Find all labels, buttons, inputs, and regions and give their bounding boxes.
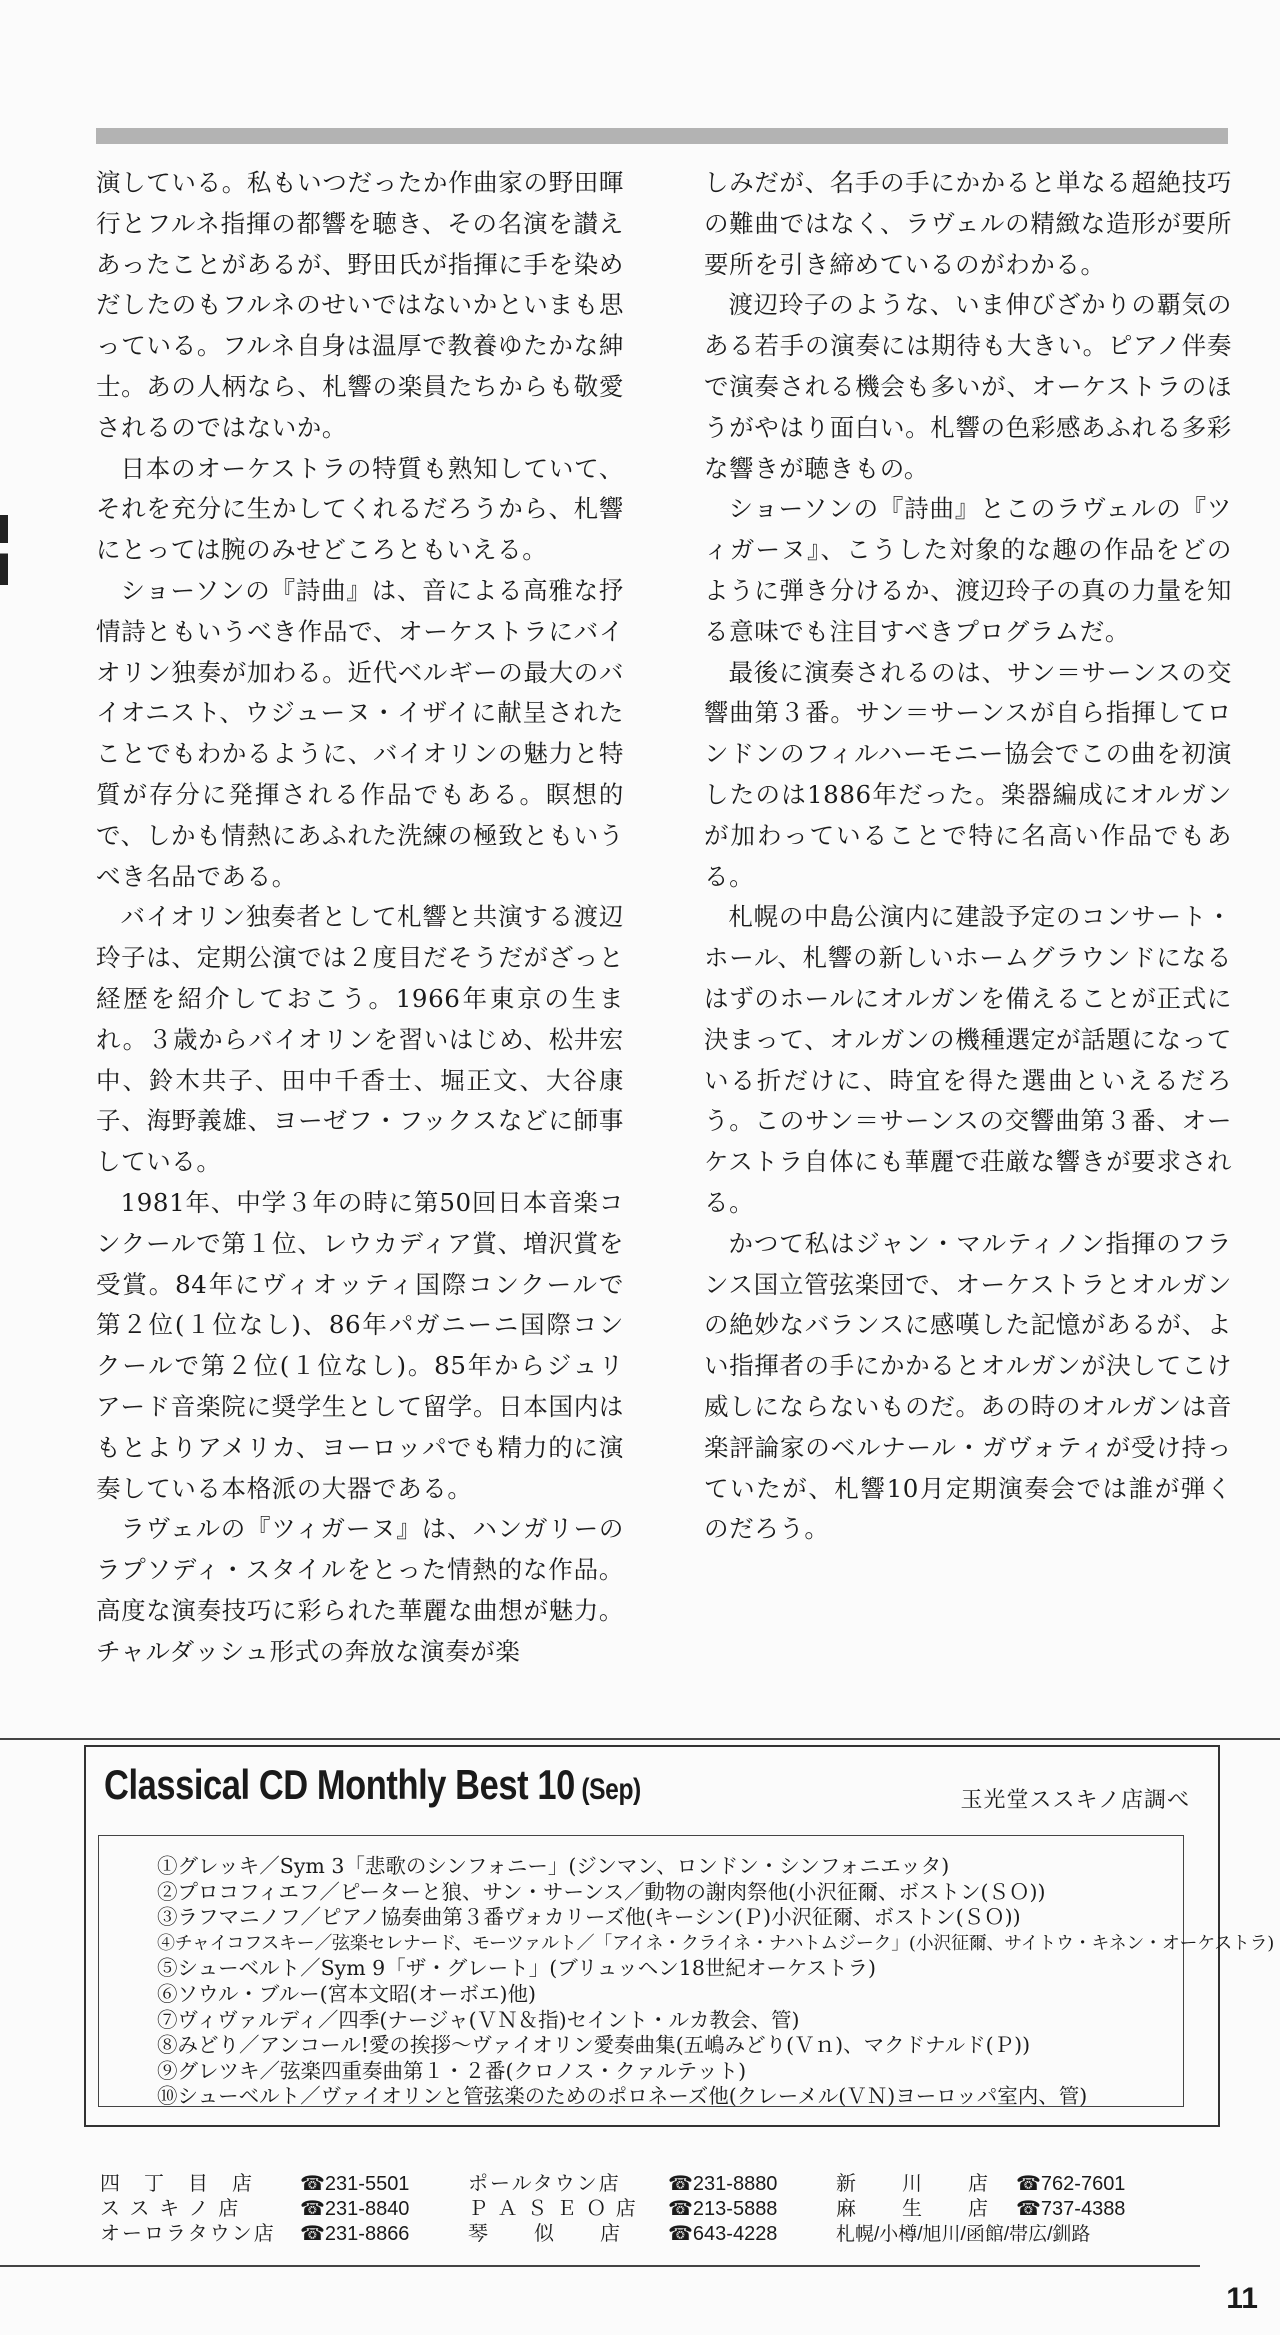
ranking-item: ①グレッキ／Sym 3「悲歌のシンフォニー」(ジンマン、ロンドン・シンフォニエッタ): [157, 1854, 950, 1878]
paragraph: ショーソンの『詩曲』とこのラヴェルの『ツィガーヌ』、こうした対象的な趣の作品をどのように弾き分けるか、渡辺玲子の真の力量を知る意味でも注目すべきプログラムだ。: [704, 494, 1232, 646]
best10-month: (Sep): [581, 1773, 641, 1806]
paragraph: 演している。私もいつだったか作曲家の野田暉行とフルネ指揮の都響を聴き、その名演を讃えあったことがあるが、野田氏が指揮に手を染めだしたのもフルネのせいではないかといまも思っている。フルネ自身は温厚で教養ゆたかな紳士。あの人柄なら、札響の楽員たちからも敬愛されるのではないか。: [96, 168, 624, 442]
best10-source: 玉光堂ススキノ店調べ: [960, 1788, 1190, 1813]
store: [468, 2172, 808, 2197]
paragraph: 渡辺玲子のような、いま伸びざかりの覇気のある若手の演奏には期待も大きい。ピアノ伴奏で演奏される機会も多いが、オーケストラのほうがやはり面白い。札響の色彩感あふれる多彩な響きが聴きもの。: [704, 290, 1232, 483]
paragraph: バイオリン独奏者として札響と共演する渡辺玲子は、定期公演では２度目だそうだがざっと経歴を紹介しておこう。1966年東京の生まれ。３歳からバイオリンを習いはじめ、松井宏中、鈴木共子、田中千香士、堀正文、大谷康子、海野義雄、ヨーゼフ・フックスなどに師事している。: [96, 902, 624, 1177]
ranking-item: ②プロコフィエフ／ピーターと狼、サン・サーンス／動物の謝肉祭他(小沢征爾、ボストン(ＳＯ)): [157, 1879, 1046, 1904]
store-row: [100, 2172, 1160, 2197]
ranking-item: ⑦ヴィヴァルディ／四季(ナージャ(ＶＮ＆指)セイント・ルカ教会、管): [157, 2007, 800, 2032]
best10-title: [104, 1761, 641, 1809]
article-column-right: [704, 163, 1232, 1550]
store-name: 麻 生 店: [836, 2198, 990, 2220]
best10-title-text: Classical CD Monthly Best 10: [104, 1761, 575, 1808]
store: [468, 2222, 808, 2247]
store-tel: ☎762-7601: [1016, 2173, 1126, 2195]
store-tel: ☎231-8840: [300, 2198, 410, 2220]
store: [836, 2197, 1156, 2222]
store: [836, 2172, 1156, 2197]
ranking-item: ③ラフマニノフ／ピアノ協奏曲第３番ヴォカリーズ他(キーシン(Ｐ)小沢征爾、ボストン(ＳＯ)): [157, 1905, 1021, 1930]
store-tel: ☎231-8880: [668, 2173, 778, 2195]
top-rule: [96, 128, 1228, 144]
ranking-list: [157, 1854, 1274, 2110]
store-tel: ☎737-4388: [1016, 2198, 1126, 2220]
cities-list: 札幌/小樽/旭川/函館/帯広/釧路: [836, 2224, 1091, 2245]
store-tel: ☎231-8866: [300, 2223, 410, 2245]
footer-rule: [0, 2265, 1200, 2267]
store-row: [100, 2197, 1160, 2222]
paragraph: 札幌の中島公演内に建設予定のコンサート・ホール、札響の新しいホームグラウンドになるはずのホールにオルガンを備えることが正式に決まって、オルガンの機種選定が話題になっている折だけに、時宜を得た選曲といえるだろう。このサン＝サーンスの交響曲第３番、オーケストラ自体にも華麗で荘厳な響きが要求される。: [704, 902, 1232, 1217]
store-name: 琴 似 店: [468, 2223, 622, 2245]
edge-mark: [0, 515, 8, 585]
store-cities: [836, 2222, 1090, 2247]
paragraph: しみだが、名手の手にかかると単なる超絶技巧の難曲ではなく、ラヴェルの精緻な造形が要所要所を引き締めているのがわかる。: [704, 168, 1232, 279]
store-name: Ｐ Ａ Ｓ Ｅ Ｏ 店: [468, 2198, 638, 2220]
ranking-frame: [98, 1835, 1275, 2109]
store-name: ポールタウン店: [468, 2173, 621, 2195]
paragraph: ショーソンの『詩曲』は、音による高雅な抒情詩ともいうべき作品で、オーケストラにバイオリン独奏が加わる。近代ベルギーの最大のバイオニスト、ウジューヌ・イザイに献呈されたことでもわかるように、バイオリンの魅力と特質が存分に発揮される作品でもある。瞑想的で、しかも情熱にあふれた洗練の極致ともいうべき名品である。: [96, 575, 624, 891]
store-row: [100, 2222, 1160, 2247]
paragraph: ラヴェルの『ツィガーヌ』は、ハンガリーのラプソディ・スタイルをとった情熱的な作品。高度な演奏技巧に彩られた華麗な曲想が魅力。チャルダッシュ形式の奔放な演奏が楽: [96, 1514, 624, 1666]
store: [468, 2197, 808, 2222]
store-name: オーロラタウン店: [100, 2223, 276, 2245]
store-tel: ☎231-5501: [300, 2173, 410, 2195]
best10-box: [84, 1745, 1275, 2127]
paragraph: 最後に演奏されるのは、サン＝サーンスの交響曲第３番。サン＝サーンスが自ら指揮してロンドンのフィルハーモニー協会でこの曲を初演したのは1886年だった。楽器編成にオルガンが加わっていることで特に名高い作品でもある。: [704, 657, 1232, 891]
store: [100, 2197, 440, 2222]
ranking-item: ⑧みどり／アンコール!愛の挨拶～ヴァイオリン愛奏曲集(五嶋みどり(Ｖｎ)、マクドナルド(Ｐ)): [157, 2033, 1031, 2058]
page-number: 11: [1226, 2282, 1258, 2315]
store-tel: ☎213-5888: [668, 2198, 778, 2220]
ranking-item: ⑩シューベルト／ヴァイオリンと管弦楽のためのポロネーズ他(クレーメル(ＶＮ)ヨーロッパ室内、管): [157, 2084, 1088, 2109]
paragraph: 1981年、中学３年の時に第50回日本音楽コンクールで第１位、レウカディア賞、増沢賞を受賞。84年にヴィオッティ国際コンクールで第２位(１位なし)、86年パガニーニ国際コンクールで第２位(１位なし)。85年からジュリアード音楽院に奨学生として留学。日本国内はもとよりアメリカ、ヨーロッパでも精力的に演奏している本格派の大器である。: [96, 1187, 624, 1503]
section-divider: [0, 1738, 1280, 1740]
store-name: ス ス キ ノ 店: [100, 2198, 241, 2220]
store: [100, 2172, 440, 2197]
ranking-item: ⑨グレツキ／弦楽四重奏曲第１・２番(クロノス・クァルテット): [157, 2058, 747, 2083]
paragraph: かつて私はジャン・マルティノン指揮のフランス国立管弦楽団で、オーケストラとオルガンの絶妙なバランスに感嘆した記憶があるが、よい指揮者の手にかかるとオルガンが決してこけ威しにならないものだ。あの時のオルガンは音楽評論家のベルナール・ガヴォティが受け持っていたが、札響10月定期演奏会では誰が弾くのだろう。: [704, 1228, 1232, 1544]
store: [100, 2222, 440, 2247]
store-name: 新 川 店: [836, 2173, 990, 2195]
store-name: 四 丁 目 店: [100, 2173, 254, 2195]
paragraph: 日本のオーケストラの特質も熟知していて、それを充分に生かしてくれるだろうから、札響にとっては腕のみせどころともいえる。: [96, 453, 624, 565]
store-directory: [100, 2172, 1160, 2247]
ranking-item: ⑥ソウル・ブルー(宮本文昭(オーボエ)他): [157, 1981, 537, 2006]
store-tel: ☎643-4228: [668, 2223, 778, 2245]
ranking-item: ⑤シューベルト／Sym 9「ザ・グレート」(ブリュッヘン18世紀オーケストラ): [157, 1956, 877, 1981]
ranking-item: ④チャイコフスキー／弦楽セレナード、モーツァルト／「アイネ・クライネ・ナハトムジーク」(小沢征爾、サイトウ・キネン・オーケストラ): [157, 1932, 1275, 1954]
article-column-left: [96, 163, 624, 1672]
